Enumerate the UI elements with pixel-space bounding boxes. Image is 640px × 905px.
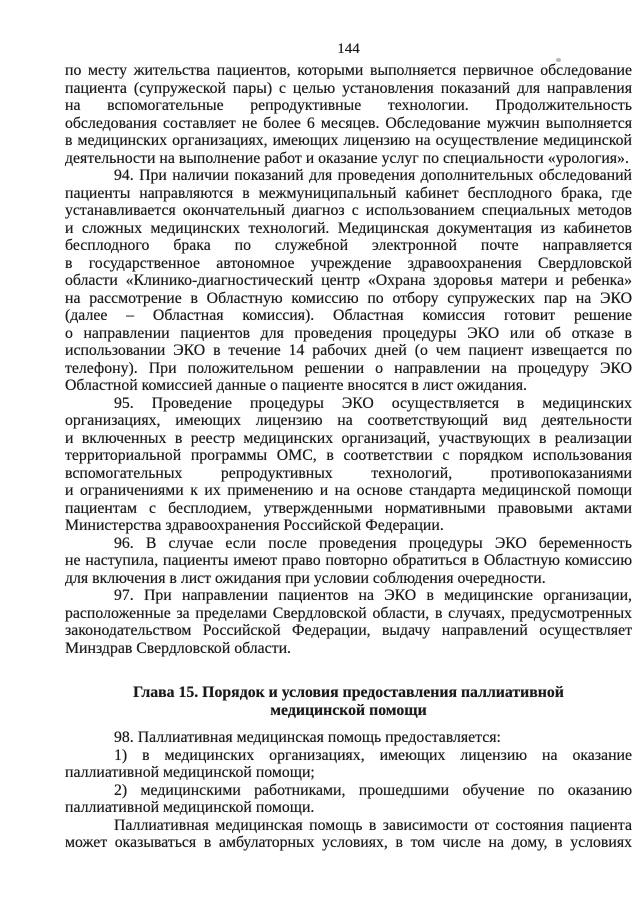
text-line: расположенные за пределами Свердловской области, в случаях, предусмотренных: [65, 604, 632, 622]
text-line: не наступила, пациенты имеют право повторно обратиться в Областную комиссию: [65, 552, 632, 569]
text-line: для включения в лист ожидания при условии соблюдения очередности.: [65, 569, 546, 587]
text-line: организациях, имеющих лицензию на соответствующий вид деятельности: [65, 412, 632, 429]
text-line: 98. Паллиативная медицинская помощь предоставляется:: [114, 729, 501, 746]
scan-artifact-speck: [556, 58, 561, 62]
text-line: пациентам с бесплодием, утвержденными нормативными правовыми актами: [65, 499, 632, 517]
text-line: 2) медицинскими работниками, прошедшими обучение по оказанию: [114, 781, 632, 799]
text-line: на рассмотрение в Областную комиссию по отбору супружеских пар на ЭКО: [65, 289, 632, 307]
text-line: в государственное автономное учреждение здравоохранения Свердловской: [65, 254, 632, 272]
text-line: в медицинских организациях, имеющих лицензию на осуществление медицинской: [65, 132, 632, 149]
text-line: и сложных медицинских технологий. Медицинская документация из кабинетов: [65, 219, 632, 237]
text-line: Областной комиссией данные о пациенте вносятся в лист ожидания.: [65, 377, 527, 394]
text-line: Глава 15. Порядок и условия предоставления паллиативной: [133, 684, 564, 701]
paragraph: [65, 729, 632, 747]
text-line: 97. При направлении пациентов на ЭКО в медицинские организации,: [114, 587, 632, 604]
text-line: паллиативной медицинской помощи.: [65, 799, 315, 816]
text-line: 96. В случае если после проведения процедуры ЭКО беременность: [114, 534, 632, 552]
text-line: обследования составляет не более 6 месяцев. Обследование мужчин выполняется: [65, 114, 632, 132]
text-line: телефону). При положительном решении о направлении на процедуру ЭКО: [65, 359, 632, 377]
text-line: Минздрав Свердловской области.: [65, 639, 291, 657]
paragraph: [65, 747, 632, 782]
text-line: использовании ЭКО в течение 14 рабочих дней (о чем пациент извещается по: [65, 342, 632, 359]
page-number: 144: [337, 41, 360, 57]
text-line: бесплодного брака по служебной электронной почте направляется: [65, 237, 632, 254]
paragraph: [65, 535, 632, 588]
paragraph: [65, 817, 632, 852]
text-line: о направлении пациентов для проведения процедуры ЭКО или об отказе в: [65, 324, 632, 342]
text-line: устанавливается окончательный диагноз с использованием специальных методов: [65, 202, 632, 219]
text-line: вспомогательных репродуктивных технологий, противопоказаниями: [65, 464, 632, 482]
text-line: Министерства здравоохранения Российской Федерации.: [65, 517, 444, 534]
text-line: территориальной программы ОМС, в соответствии с порядком использования: [65, 447, 632, 464]
text-line: 1) в медицинских организациях, имеющих лицензию на оказание: [114, 746, 632, 764]
text-line: на вспомогательные репродуктивные технологии. Продолжительность: [65, 97, 632, 114]
chapter-heading: [65, 684, 632, 719]
document-content: [65, 62, 632, 852]
text-line: и ограничениями к их применению и на основе стандарта медицинской помощи: [65, 482, 632, 499]
paragraph: [65, 395, 632, 535]
paragraph: [65, 782, 632, 817]
text-line: 94. При наличии показаний для проведения дополнительных обследований: [114, 167, 632, 184]
text-line: паллиативной медицинской помощи;: [65, 764, 315, 781]
text-line: законодательством Российской Федерации, выдачу направлений осуществляет: [65, 622, 632, 639]
text-line: может оказываться в амбулаторных условиях, в том числе на дому, в условиях: [65, 834, 632, 851]
text-line: медицинской помощи: [270, 701, 427, 719]
text-line: области «Клинико-диагностический центр «Охрана здоровья матери и ребенка»: [65, 272, 632, 289]
text-line: 95. Проведение процедуры ЭКО осуществляется в медицинских: [114, 394, 632, 412]
paragraph: [65, 587, 632, 657]
text-line: пациенты направляются в межмуниципальный кабинет бесплодного брака, где: [65, 184, 632, 202]
text-line: по месту жительства пациентов, которыми выполняется первичное обследование: [65, 62, 632, 79]
text-line: деятельности на выполнение работ и оказание услуг по специальности «урология».: [65, 149, 629, 167]
text-line: (далее – Областная комиссия). Областная комиссия готовит решение: [65, 307, 632, 324]
text-line: пациента (супружеской пары) с целью установления показаний для направления: [65, 79, 632, 97]
paragraph: [65, 167, 632, 395]
text-line: Паллиативная медицинская помощь в зависимости от состояния пациента: [114, 816, 632, 834]
paragraph: [65, 62, 632, 167]
text-line: и включенных в реестр медицинских организаций, участвующих в реализации: [65, 429, 632, 447]
